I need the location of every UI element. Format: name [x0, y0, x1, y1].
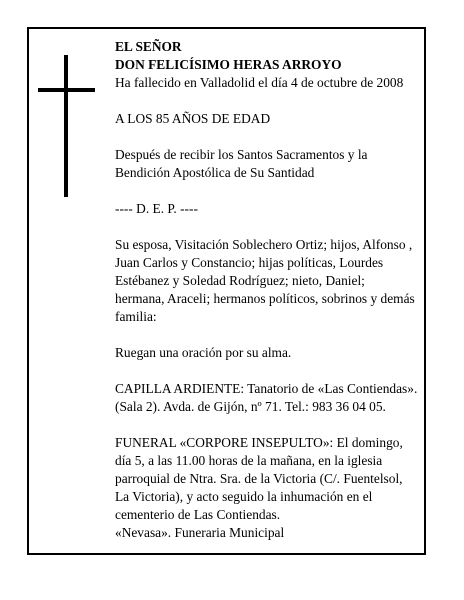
funeral-line: parroquial de Ntra. Sra. de la Victoria (C/. Fuentelsol, [115, 471, 403, 486]
age-line: A LOS 85 AÑOS DE EDAD [115, 111, 271, 126]
family-paragraph [115, 236, 425, 326]
family-line: Juan Carlos y Constancio; hijas políticas, Lourdes [115, 255, 384, 270]
capilla-line: CAPILLA ARDIENTE: Tanatorio de «Las Contiendas». [115, 381, 418, 396]
notice-text [115, 38, 425, 542]
funeral-home: «Nevasa». Funeraria Municipal [115, 525, 285, 540]
rip-line: ---- D. E. P. ---- [115, 201, 198, 216]
funeral-paragraph [115, 434, 425, 524]
funeral-line: La Victoria), y acto seguido la inhumación en el [115, 489, 373, 504]
funeral-line: FUNERAL «CORPORE INSEPULTO»: El domingo, [115, 435, 403, 450]
title-line-1: EL SEÑOR [115, 39, 182, 54]
capilla-paragraph [115, 380, 425, 416]
family-line: familia: [115, 309, 157, 324]
family-line: Su esposa, Visitación Soblechero Ortiz; hijos, Alfonso , [115, 237, 413, 252]
funeral-line: día 5, a las 11.00 horas de la mañana, en la iglesia [115, 453, 383, 468]
sacraments-line-2: Bendición Apostólica de Su Santidad [115, 165, 315, 180]
prayer-line: Ruegan una oración por su alma. [115, 345, 292, 360]
death-info: Ha fallecido en Valladolid el día 4 de octubre de 2008 [115, 75, 404, 90]
deceased-name: DON FELICÍSIMO HERAS ARROYO [115, 57, 342, 72]
capilla-line: (Sala 2). Avda. de Gijón, nº 71. Tel.: 983 36 04 05. [115, 399, 386, 414]
cross-horizontal-bar [38, 88, 95, 92]
funeral-line: cementerio de Las Contiendas. [115, 507, 281, 522]
family-line: hermana, Araceli; hermanos políticos, sobrinos y demás [115, 291, 415, 306]
cross-vertical-bar [64, 55, 68, 197]
family-line: Estébanez y Soledad Rodríguez; nieto, Daniel; [115, 273, 365, 288]
sacraments-line-1: Después de recibir los Santos Sacramentos y la [115, 147, 368, 162]
